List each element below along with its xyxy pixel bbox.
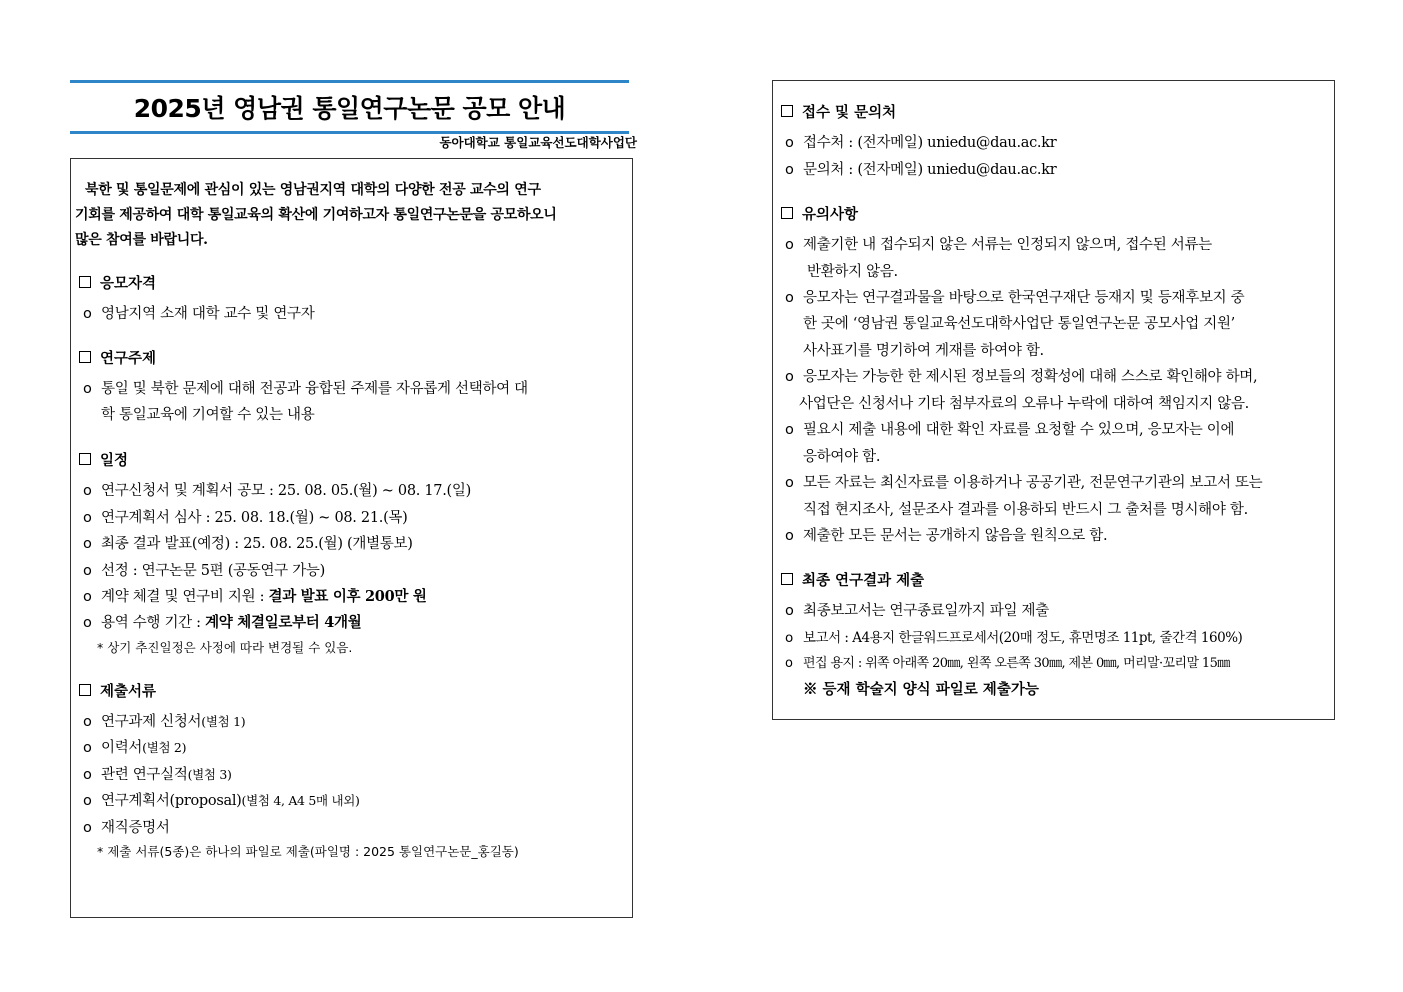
notice-line: 한 곳에 ‘영남권 통일교육선도대학사업단 통일연구논문 공모사업 지원’ [803, 316, 1235, 332]
final-note: ※ 등재 학술지 양식 파일로 제출가능 [803, 681, 1039, 698]
left-panel [70, 158, 633, 918]
notice-line: 반환하지 않음. [807, 264, 898, 280]
checkbox-square-icon [781, 105, 793, 117]
bullet-icon: o [785, 290, 794, 306]
bullet-icon: o [83, 820, 92, 836]
notice-line: o 모든 자료는 최신자료를 이용하거나 공공기관, 전문연구기관의 보고서 또는 [785, 475, 1263, 491]
schedule-contract-item: o 계약 체결 및 연구비 지원 : 결과 발표 이후 200만 원 [83, 588, 427, 605]
document-item: o 관련 연구실적(별첨 3) [83, 767, 232, 783]
bullet-icon: o [785, 422, 794, 438]
eligibility-heading: 응모자격 [79, 272, 156, 293]
documents-heading: 제출서류 [79, 680, 156, 701]
bullet-icon: o [83, 767, 92, 783]
contact-heading: 접수 및 문의처 [781, 101, 896, 122]
notice-line: 사업단은 신청서나 기타 첨부자료의 오류나 누락에 대하여 책임지지 않음. [799, 396, 1249, 412]
notice-line: o 제출한 모든 문서는 공개하지 않음을 원칙으로 함. [785, 528, 1108, 544]
bullet-icon: o [83, 483, 92, 499]
topic-line-2: 학 통일교육에 기여할 수 있는 내용 [101, 407, 315, 423]
bullet-icon: o [83, 563, 92, 579]
bullet-icon: o [83, 510, 92, 526]
final-item: o 편집 용지 : 위쪽 아래쪽 20㎜, 왼쪽 오른쪽 30㎜, 제본 0㎜, 머리말·꼬리말 15㎜ [785, 656, 1230, 671]
bullet-icon: o [785, 369, 794, 385]
topic-heading: 연구주제 [79, 347, 156, 368]
bullet-icon: o [785, 162, 794, 178]
bullet-icon: o [83, 381, 92, 397]
bullet-icon: o [785, 237, 794, 253]
bullet-icon: o [785, 528, 794, 544]
topic-line-1: o 통일 및 북한 문제에 대해 전공과 융합된 주제를 자유롭게 선택하여 대 [83, 381, 528, 397]
schedule-item: o 최종 결과 발표(예정) : 25. 08. 25.(월) (개별통보) [83, 536, 413, 552]
bullet-icon: o [785, 656, 793, 671]
final-item: o 최종보고서는 연구종료일까지 파일 제출 [785, 603, 1049, 619]
checkbox-square-icon [79, 351, 91, 363]
bullet-icon: o [83, 740, 92, 756]
intro-line-3: 많은 참여를 바랍니다. [75, 232, 208, 248]
schedule-note: * 상기 추진일정은 사정에 따라 변경될 수 있음. [97, 640, 353, 655]
final-heading: 최종 연구결과 제출 [781, 569, 924, 590]
checkbox-square-icon [79, 276, 91, 288]
checkbox-square-icon [79, 453, 91, 465]
document-item: o 이력서(별첨 2) [83, 740, 187, 756]
bullet-icon: o [785, 135, 794, 151]
notice-line: 직접 현지조사, 설문조사 결과를 이용하되 반드시 그 출처를 명시해야 함. [803, 502, 1248, 518]
final-item: o 보고서 : A4용지 한글워드프로세서(20매 정도, 휴먼명조 11pt, 줄간격 160%) [785, 630, 1243, 646]
schedule-heading: 일정 [79, 449, 128, 470]
right-panel [772, 80, 1335, 720]
title-banner [70, 80, 629, 134]
schedule-period-item: o 용역 수행 기간 : 계약 체결일로부터 4개월 [83, 614, 362, 631]
page-title: 2025년 영남권 통일연구논문 공모 안내 [133, 94, 566, 123]
schedule-item: o 연구계획서 심사 : 25. 08. 18.(월) ~ 08. 21.(목) [83, 510, 408, 526]
bullet-icon: o [785, 630, 793, 646]
document-item: o 재직증명서 [83, 820, 170, 836]
documents-note: * 제출 서류(5종)은 하나의 파일로 제출(파일명 : 2025 통일연구논문_홍길동) [97, 844, 519, 859]
document-item: o 연구과제 신청서(별첨 1) [83, 714, 246, 730]
notices-heading: 유의사항 [781, 203, 858, 224]
checkbox-square-icon [781, 573, 793, 585]
schedule-item: o 선정 : 연구논문 5편 (공동연구 가능) [83, 563, 325, 579]
organization-name: 동아대학교 통일교육선도대학사업단 [439, 135, 637, 150]
checkbox-square-icon [781, 207, 793, 219]
bullet-icon: o [83, 589, 92, 605]
intro-line-2: 기회를 제공하여 대학 통일교육의 확산에 기여하고자 통일연구논문을 공모하오니 [75, 207, 557, 223]
bullet-icon: o [83, 536, 92, 552]
notice-line: o 응모자는 연구결과물을 바탕으로 한국연구재단 등재지 및 등재후보지 중 [785, 290, 1245, 306]
bullet-icon: o [785, 603, 794, 619]
bullet-icon: o [83, 306, 92, 322]
notice-line: o 응모자는 가능한 한 제시된 정보들의 정확성에 대해 스스로 확인해야 하며, [785, 369, 1258, 385]
intro-line-1: 북한 및 통일문제에 관심이 있는 영남권지역 대학의 다양한 전공 교수의 연구 [85, 182, 541, 198]
notice-line: o 제출기한 내 접수되지 않은 서류는 인정되지 않으며, 접수된 서류는 [785, 237, 1212, 253]
document-item: o 연구계획서(proposal)(별첨 4, A4 5매 내외) [83, 793, 360, 809]
bullet-icon: o [785, 475, 794, 491]
eligibility-item: o 영남지역 소재 대학 교수 및 연구자 [83, 306, 315, 322]
contact-item: o 접수처 : (전자메일) uniedu@dau.ac.kr [785, 135, 1057, 151]
contact-item: o 문의처 : (전자메일) uniedu@dau.ac.kr [785, 162, 1057, 178]
bullet-icon: o [83, 714, 92, 730]
bullet-icon: o [83, 793, 92, 809]
notice-line: o 필요시 제출 내용에 대한 확인 자료를 요청할 수 있으며, 응모자는 이에 [785, 422, 1235, 438]
notice-line: 사사표기를 명기하여 게재를 하여야 함. [803, 343, 1044, 359]
schedule-item: o 연구신청서 및 계획서 공모 : 25. 08. 05.(월) ~ 08. 17.(일) [83, 483, 471, 499]
checkbox-square-icon [79, 684, 91, 696]
bullet-icon: o [83, 615, 92, 631]
notice-line: 응하여야 함. [803, 449, 881, 465]
